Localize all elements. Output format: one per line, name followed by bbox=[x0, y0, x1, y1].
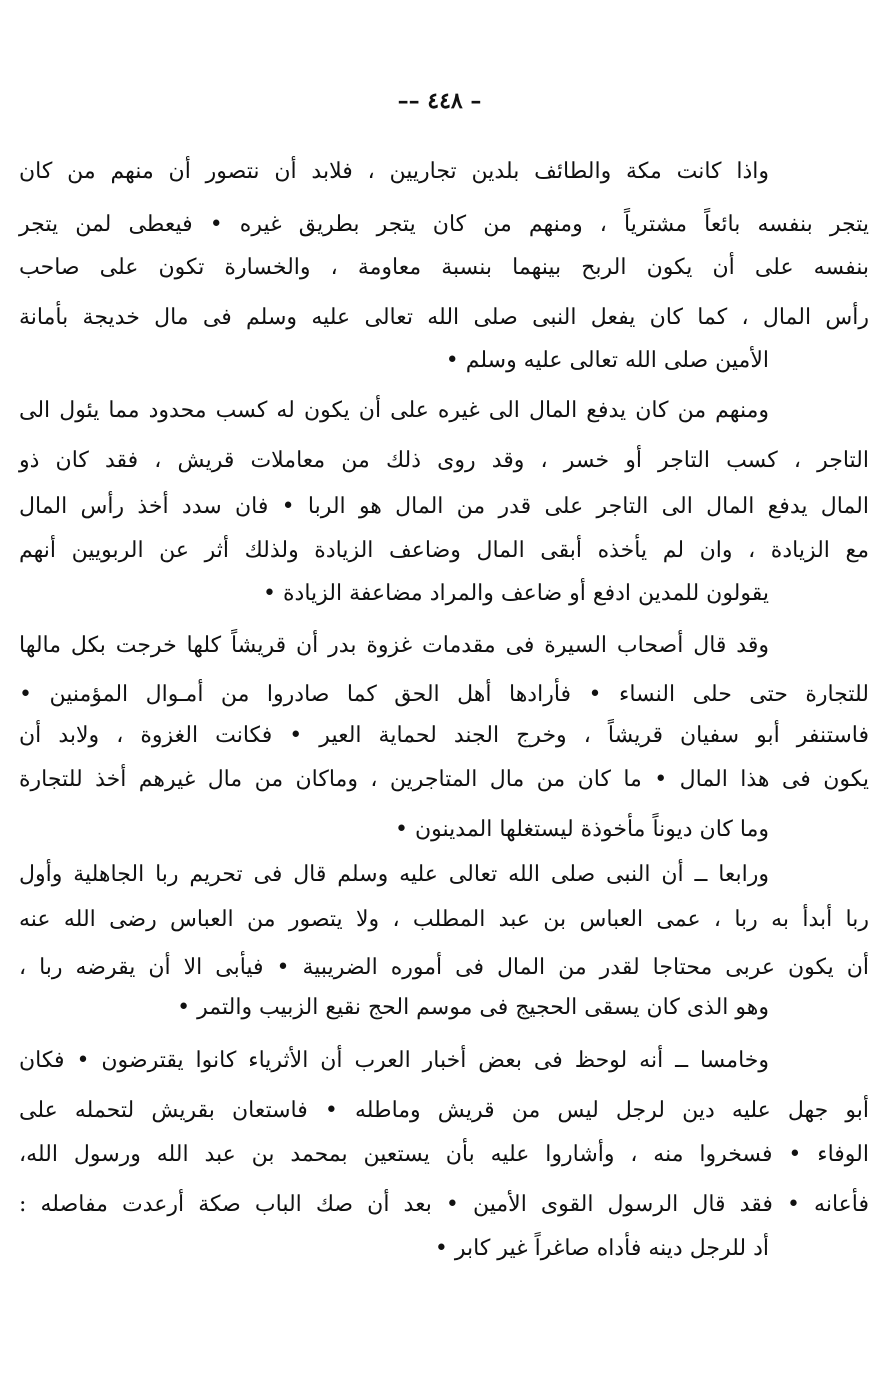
paragraph-5-line-2: أبو جهل عليه دين لرجل ليس من قريش وماطله • فاستعان بقريش لتحمله على bbox=[19, 1098, 869, 1123]
paragraph-2-line-5: يقولون للمدين ادفع أو ضاعف والمراد مضاعفة الزيادة • bbox=[263, 581, 769, 606]
paragraph-5-line-4: فأعانه • فقد قال الرسول القوى الأمين • بعد أن صك الباب صكة أرعدت مفاصله : bbox=[19, 1192, 869, 1217]
paragraph-1-line-2: يتجر بنفسه بائعاً مشترياً ، ومنهم من كان يتجر بطريق غيره • فيعطى لمن يتجر bbox=[19, 212, 869, 237]
paragraph-3-line-3: فاستنفر أبو سفيان قريشاً ، وخرج الجند لحماية العير • فكانت الغزوة ، ولابد أن bbox=[19, 723, 869, 748]
paragraph-4-line-1: ورابعا ــ أن النبى صلى الله تعالى عليه وسلم قال فى تحريم ربا الجاهلية وأول bbox=[19, 862, 769, 887]
page-number: – ٤٤٨ –– bbox=[397, 88, 482, 114]
paragraph-1-line-3: بنفسه على أن يكون الربح بينهما بنسبة معاومة ، والخسارة تكون على صاحب bbox=[19, 255, 869, 280]
paragraph-3-line-2: للتجارة حتى حلى النساء • فأرادها أهل الحق كما صادروا من أمـوال المؤمنين • bbox=[19, 682, 869, 707]
paragraph-1-line-1: واذا كانت مكة والطائف بلدين تجاريين ، فلابد أن نتصور أن منهم من كان bbox=[19, 159, 769, 184]
paragraph-1-line-5: الأمين صلى الله تعالى عليه وسلم • bbox=[445, 348, 769, 373]
paragraph-4-line-2: ربا أبدأ به ربا ، عمى العباس بن عبد المطلب ، ولا يتصور من العباس رضى الله عنه bbox=[19, 907, 869, 932]
paragraph-5-line-1: وخامسا ــ أنه لوحظ فى بعض أخبار العرب أن الأثرياء كانوا يقترضون • فكان bbox=[19, 1048, 769, 1073]
paragraph-4-line-3: أن يكون عربى محتاجا لقدر من المال فى أموره الضريبية • فيأبى الا أن يقرضه ربا ، bbox=[19, 955, 869, 980]
paragraph-1-line-4: رأس المال ، كما كان يفعل النبى صلى الله تعالى عليه وسلم فى مال خديجة بأمانة bbox=[19, 305, 869, 330]
paragraph-2-line-2: التاجر ، كسب التاجر أو خسر ، وقد روى ذلك من معاملات قريش ، فقد كان ذو bbox=[19, 448, 869, 473]
paragraph-5-line-3: الوفاء • فسخروا منه ، وأشاروا عليه بأن يستعين بمحمد بن عبد الله ورسول الله، bbox=[19, 1142, 869, 1167]
paragraph-3-line-4: يكون فى هذا المال • ما كان من مال المتاجرين ، وماكان من مال غيرهم أخذ للتجارة bbox=[19, 767, 869, 792]
paragraph-5-line-5: أد للرجل دينه فأداه صاغراً غير كابر • bbox=[434, 1236, 769, 1261]
paragraph-3-line-1: وقد قال أصحاب السيرة فى مقدمات غزوة بدر أن قريشاً كلها خرجت بكل مالها bbox=[19, 633, 769, 658]
paragraph-3-line-5: وما كان ديوناً مأخوذة ليستغلها المدينون • bbox=[395, 817, 769, 842]
paragraph-2-line-3: المال يدفع المال الى التاجر على قدر من المال هو الربا • فان سدد أخذ رأس المال bbox=[19, 494, 869, 519]
paragraph-2-line-4: مع الزيادة ، وان لم يأخذه أبقى المال وضاعف الزيادة ولذلك أثر عن الربويين أنهم bbox=[19, 538, 869, 563]
paragraph-2-line-1: ومنهم من كان يدفع المال الى غيره على أن يكون له كسب محدود مما يئول الى bbox=[19, 398, 769, 423]
paragraph-4-line-4: وهو الذى كان يسقى الحجيج فى موسم الحج نقيع الزبيب والتمر • bbox=[177, 995, 769, 1020]
